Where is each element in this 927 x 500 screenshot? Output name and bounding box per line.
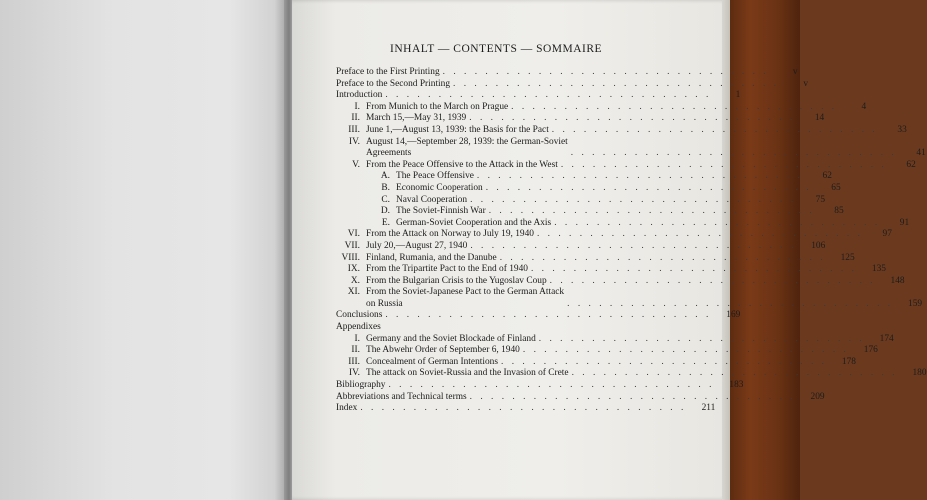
toc-entry-page: 169 [726,310,741,321]
toc-entry-label: From the Peace Offensive to the Attack in the West [366,159,558,170]
toc-entry-label: From the Attack on Norway to July 19, 1940 [366,229,534,240]
toc-entry-label-wrap [366,137,568,160]
leader-dots: . . . . . . . . . . . . . . . . . . . . . . . . . . . . . . . [388,380,715,391]
toc-entry-number: III. [348,124,360,135]
toc-entry-number: I. [354,333,360,344]
toc-entry-number: VIII. [341,252,360,263]
toc-subentry [336,171,832,183]
toc-entry-number: A. [380,171,390,182]
toc-subentry [336,194,826,207]
toc-entry-number: VII. [344,240,360,251]
toc-entry-number: IV. [348,136,360,147]
leader-dots: . . . . . . . . . . . . . . . . . . . . . . . . . . . . . . . [385,310,712,321]
toc-entry-label-wrap [366,287,564,310]
toc-entry-page: 62 [822,171,832,182]
toc-entry-label: Economic Cooperation [396,182,483,193]
toc-entry-label: Preface to the Second Printing [336,78,451,89]
toc-entry-page: 33 [897,124,907,135]
leader-dots: . . . . . . . . . . . . . . . . . . . . . . . . . . . . . . . [549,275,876,286]
toc-entry-label: Introduction [336,90,383,101]
leader-dots: . . . . . . . . . . . . . . . . . . . . . . . . . . . . . . . [567,298,894,309]
toc-entry [336,356,856,369]
leader-dots: . . . . . . . . . . . . . . . . . . . . . . . . . . . . . . . [511,101,838,112]
toc-entry-number: B. [381,182,390,193]
toc-entry-label: From Munich to the March on Prague [366,101,509,112]
toc-entry-page: v [792,67,798,77]
toc-entry [336,287,923,310]
toc-entry-number: XI. [347,287,360,298]
toc-entry [336,391,825,404]
toc-entry-label: Preface to the First Printing [336,67,440,77]
toc-entry [336,136,926,160]
toc-entry [336,113,825,125]
toc-entry-label: Finland, Rumania, and the Danube [366,252,497,263]
toc-entry-label: The Peace Offensive [396,171,474,182]
toc-entry [336,368,927,380]
toc-entry [336,322,641,334]
toc-entry-page: 159 [908,298,923,309]
toc-entry-page: 211 [701,403,716,414]
toc-subentry [336,182,841,195]
leader-dots: . . . . . . . . . . . . . . . . . . . . . . . . . . . . . . . [501,356,827,367]
toc-entry [336,380,744,392]
toc-entry [336,229,892,241]
leader-dots: . . . . . . . . . . . . . . . . . . . . . . . . . . . . . . . [522,345,849,356]
toc-entry-page: 148 [890,275,905,286]
toc-entry [336,275,905,288]
toc-entry-page: 85 [834,206,844,217]
toc-subentry [336,206,844,218]
toc-entry-label: Abbreviations and Technical terms [336,391,467,402]
leader-dots: . . . . . . . . . . . . . . . . . . . . . . . . . . . . . . . [360,403,687,414]
leader-dots: . . . . . . . . . . . . . . . . . . . . . . . . . . . . . . . [499,252,826,263]
toc-entry-label: Index [336,403,358,414]
toc-entry-page: 1 [735,90,741,101]
table-of-contents [336,67,927,415]
toc-heading: INHALT — CONTENTS — SOMMAIRE [390,43,603,55]
toc-entry-number: VI. [347,229,360,240]
toc-entry-label: Naval Cooperation [396,194,468,205]
toc-entry [336,90,741,102]
toc-entry-page: 176 [863,345,878,356]
leader-dots: . . . . . . . . . . . . . . . . . . . . . . . . . . . . . . . [536,229,863,240]
toc-entry-number: D. [380,206,390,217]
toc-entry-number: IX. [347,264,360,275]
toc-entry-page: 91 [899,217,910,228]
toc-entry [336,67,798,79]
leader-dots: . . . . . . . . . . . . . . . . . . . . . . . . . . . . . . . [530,264,857,275]
toc-entry-page: 97 [882,229,892,240]
leader-dots: . . . . . . . . . . . . . . . . . . . . . . . . . . . . . . . [453,78,780,89]
toc-entry-label: From the Soviet-Japanese Pact to the German Attack [366,287,565,298]
toc-entry-page: 174 [879,333,894,344]
toc-entry-label: Germany and the Soviet Blockade of Finland [366,333,536,344]
toc-entry [336,240,826,253]
toc-entry [336,101,867,114]
left-page [0,0,286,500]
toc-entry-page: 65 [831,182,841,193]
toc-entry [336,78,809,91]
toc-entry-label: July 20,—August 27, 1940 [366,240,468,251]
leader-dots: . . . . . . . . . . . . . . . . . . . . . . . . . . . . . . . [442,67,769,77]
leader-dots: . . . . . . . . . . . . . . . . . . . . . . . . . . . . . . . [470,240,797,251]
leader-dots: . . . . . . . . . . . . . . . . . . . . . . . . . . . . . . . [488,206,815,217]
toc-entry-page: 4 [861,101,867,112]
toc-entry-page: 75 [815,194,826,205]
toc-entry [336,345,878,357]
toc-entry [336,333,894,346]
toc-entry-label: Concealment of German Intentions [366,356,498,367]
toc-entry-label: March 15,—May 31, 1939 [366,113,467,124]
toc-entry-label: Conclusions [336,310,383,321]
toc-entry-label: Appendixes [336,322,381,333]
toc-entry [336,159,916,172]
leader-dots: . . . . . . . . . . . . . . . . . . . . . . . . . . . . . . . [469,113,796,124]
toc-entry-label: Bibliography [336,380,386,391]
toc-entry-page: v [803,78,809,89]
leader-dots: . . . . . . . . . . . . . . . . . . . . . . . . . . . . . . . [485,182,812,193]
toc-entry-label: The attack on Soviet-Russia and the Invasion of Crete [366,368,569,379]
toc-entry-number: X. [350,275,360,286]
leader-dots: . . . . . . . . . . . . . . . . . . . . . . . . . . . . . . . [551,124,878,135]
toc-entry-number: I. [354,101,360,112]
toc-entry-page: 41 [916,148,926,159]
toc-entry-page: 106 [811,240,826,251]
toc-entry [336,310,741,322]
leader-dots: . . . . . . . . . . . . . . . . . . . . . . . . . . . . . . . [538,333,865,344]
toc-entry-number: II. [351,345,360,356]
toc-entry-label: From the Bulgarian Crisis to the Yugoslav Coup [366,275,547,286]
toc-entry-number: C. [381,194,390,205]
toc-entry-label: The Abwehr Order of September 6, 1940 [366,345,520,356]
leader-dots: . . . . . . . . . . . . . . . . . . . . . . . . . . . . . . . [470,194,797,205]
toc-entry-number: IV. [348,368,360,379]
toc-entry-page: 180 [912,368,927,379]
toc-entry-page: 62 [906,159,916,170]
toc-entry-page: 135 [871,264,886,275]
toc-entry-page: 178 [841,356,856,367]
leader-dots: . . . . . . . . . . . . . . . . . . . . . . . . . . . . . . . [469,391,796,402]
toc-entry-label-continued: on Russia [366,298,403,309]
leader-dots: . . . . . . . . . . . . . . . . . . . . . . . . . . . . . . . [571,368,898,379]
toc-entry [336,403,716,415]
toc-entry-page: 209 [810,391,825,402]
toc-entry-label: August 14,—September 28, 1939: the German-Soviet [366,136,568,147]
toc-entry-page: 183 [729,380,744,391]
toc-entry-number: II. [351,113,360,124]
toc-entry-page: 125 [840,252,855,263]
toc-entry-number: E. [381,217,390,228]
leader-dots: . . . . . . . . . . . . . . . . . . . . . . . . . . . . . . . [570,148,897,159]
toc-entry [336,124,907,137]
toc-entry [336,264,886,276]
toc-entry-label: June 1,—August 13, 1939: the Basis for the Pact [366,124,549,135]
leader-dots: . . . . . . . . . . . . . . . . . . . . . . . . . . . . . . . [476,171,803,182]
leader-dots: . . . . . . . . . . . . . . . . . . . . . . . . . . . . . . . [554,217,881,228]
toc-entry-label: From the Tripartite Pact to the End of 1940 [366,264,528,275]
toc-entry-page: 14 [814,113,825,124]
toc-entry-number: III. [348,356,360,367]
toc-entry [336,252,855,265]
leader-dots: . . . . . . . . . . . . . . . . . . . . . . . . . . . . . . . [385,90,712,101]
toc-entry-label: German-Soviet Cooperation and the Axis [396,217,552,228]
toc-entry-label-continued: Agreements [366,148,412,159]
toc-entry-number: V. [352,159,360,170]
toc-entry-label: The Soviet-Finnish War [396,206,486,217]
leader-dots: . . . . . . . . . . . . . . . . . . . . . . . . . . . . . . . [560,159,887,170]
toc-subentry [336,217,910,230]
